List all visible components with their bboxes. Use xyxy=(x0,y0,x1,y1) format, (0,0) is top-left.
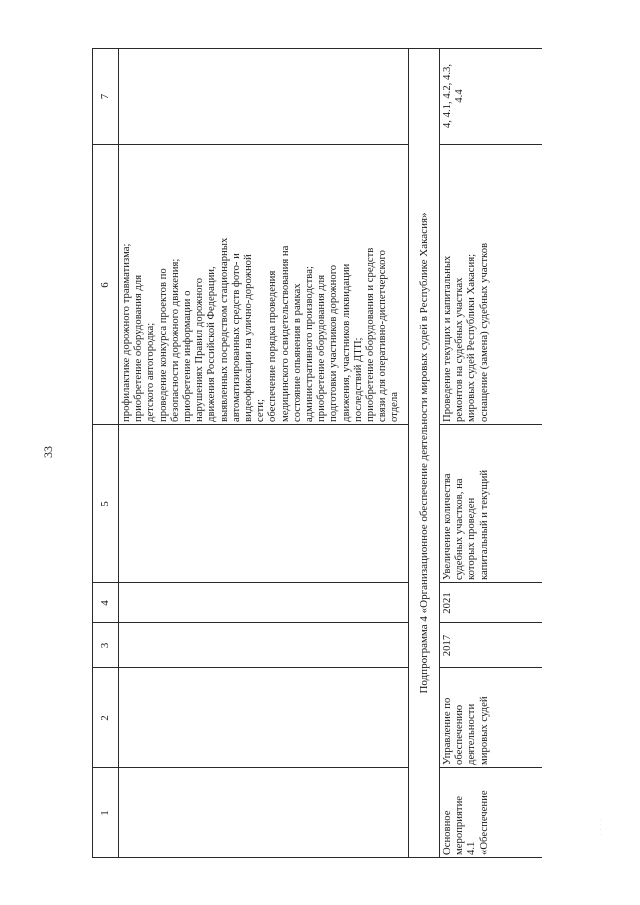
row-4-1-indicators-cell xyxy=(441,50,481,142)
col-divider xyxy=(439,582,542,583)
measure-line: приобретение оборудования для xyxy=(132,274,145,422)
measure-line: выявленных посредством стационарных xyxy=(217,237,230,422)
col-1-header: 1 xyxy=(99,810,111,816)
measure-line: движения Российской Федерации, xyxy=(205,266,218,422)
measure-line: связи для оперативно-диспетчерского xyxy=(376,250,389,422)
row-4-1-indicators-line: 4, 4.1, 4.2, 4.3, xyxy=(441,63,453,129)
row-4-1-executor-line: Управление по xyxy=(441,697,453,765)
row-4-1-result-line: судебных участков, на xyxy=(453,478,466,580)
table-border-right xyxy=(92,48,542,49)
row-4-1-executor-line: деятельности xyxy=(465,703,478,765)
col-2-header: 2 xyxy=(99,715,111,721)
col-4-header: 4 xyxy=(99,600,111,606)
measure-line: отдела xyxy=(388,392,401,422)
col-divider xyxy=(439,622,542,623)
measure-line: состояние опьянения в рамках xyxy=(290,283,303,422)
header-row-divider xyxy=(118,48,119,858)
row-4-1-result-line: которых проведен xyxy=(465,497,478,580)
measure-line: профилактике дорожного травматизма; xyxy=(120,243,132,422)
measure-line: проведение конкурса проектов по xyxy=(156,268,169,422)
measure-line: видеофиксации на улично-дорожной xyxy=(242,254,255,422)
measure-line: подготовки участников дорожного xyxy=(327,264,340,422)
col-divider xyxy=(92,582,409,583)
row-4-1-actions-line: оснащение (замена) судебных участков xyxy=(477,242,490,422)
row-4-1-executor-line: мировых судей xyxy=(477,696,490,765)
row-4-1-indicators-line: 4.4 xyxy=(453,89,466,103)
row-4-1-measure-line: мероприятие xyxy=(453,795,466,855)
measure-line: движения, участников ликвидации xyxy=(339,263,352,422)
measure-line: медицинского освидетельствования на xyxy=(278,245,291,422)
page-number: 33 xyxy=(41,446,55,458)
table-border-top xyxy=(92,48,93,858)
row-4-1-actions-cell xyxy=(441,148,542,422)
measure-line: сети; xyxy=(254,399,267,422)
measure-line: нарушениях Правил дорожного xyxy=(193,277,206,422)
col-5-header: 5 xyxy=(99,501,111,507)
row-4-1-measure-line: Основное xyxy=(441,810,453,855)
row-4-1-result-cell xyxy=(441,428,542,580)
col-6-header: 6 xyxy=(99,282,111,288)
col-divider xyxy=(92,622,409,623)
measure-line: административного производства; xyxy=(303,266,316,422)
col-divider xyxy=(439,144,542,145)
col-divider xyxy=(92,667,409,668)
col-divider xyxy=(439,767,542,768)
row-4-1-end-year: 2021 xyxy=(441,592,453,614)
row-4-1-actions-line: ремонтов на судебных участках xyxy=(453,277,466,422)
measure-line: приобретение информации о xyxy=(181,290,194,422)
measure-line: детского автогородка; xyxy=(144,322,157,422)
row-4-1-result-line: капитальный и текущий xyxy=(477,469,490,580)
col-divider xyxy=(92,144,409,145)
col-3-header: 3 xyxy=(99,642,111,649)
col-divider xyxy=(92,424,409,425)
col-divider xyxy=(439,667,542,668)
row-4-1-measure-line: «Обеспечение xyxy=(477,790,490,855)
row-4-1-measure-line: 4.1 xyxy=(465,841,478,855)
banner-bottom-divider xyxy=(439,48,440,858)
measure-line: автоматизированных средств фото- и xyxy=(229,253,242,422)
measure-line: приобретение оборудования и средств xyxy=(364,247,377,422)
subprogram-title: Подпрограмма 4 «Организационное обеспечение деятельности мировых судей в Республике Хакасия» xyxy=(418,212,430,694)
row-4-1-measure-cell xyxy=(441,769,542,855)
measure-line: обеспечение порядка проведения xyxy=(266,270,279,422)
row-4-1-actions-line: мировых судей Республики Хакасия; xyxy=(465,253,478,422)
col-7-header: 7 xyxy=(99,93,111,100)
row-4-1-executor-line: обеспечению xyxy=(453,704,466,765)
archive-stamp: · · · · xyxy=(599,817,604,835)
row-4-1-actions-line: Проведение текущих и капитальных xyxy=(441,255,453,422)
col-divider xyxy=(439,424,542,425)
table-border-left xyxy=(92,857,542,858)
row-4-1-executor-cell xyxy=(441,670,542,765)
col-divider xyxy=(92,767,409,768)
continued-measures-cell xyxy=(120,148,406,422)
measure-line: последствий ДТП; xyxy=(351,337,364,422)
row-4-1-result-line: Увеличение количества xyxy=(441,473,453,580)
row-4-1-start-year: 2017 xyxy=(441,634,453,657)
measure-line: приобретение оборудования для xyxy=(315,274,328,422)
banner-top-divider xyxy=(408,48,409,858)
measure-line: безопасности дорожного движения; xyxy=(168,258,181,422)
